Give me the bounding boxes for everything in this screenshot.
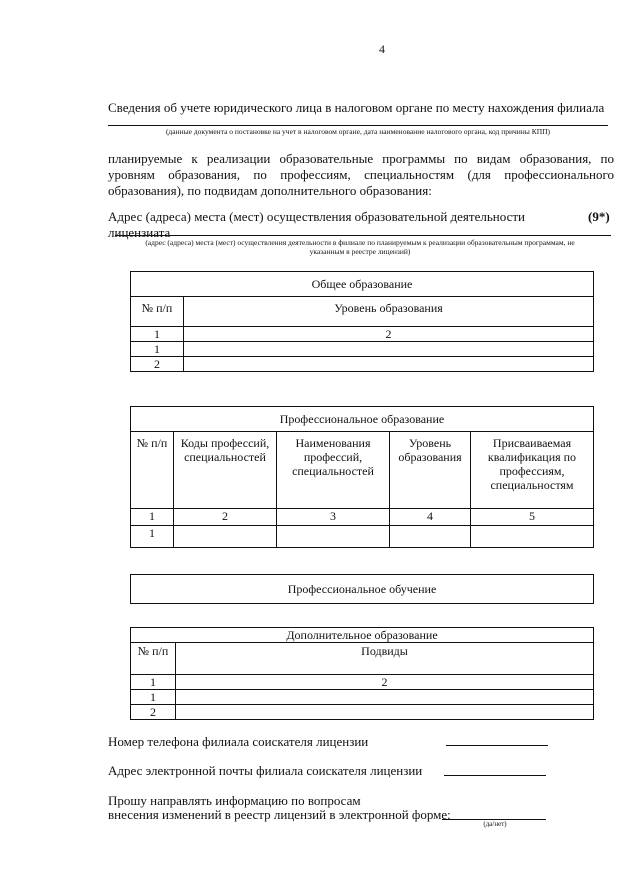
general-row-level-input[interactable] — [184, 357, 594, 372]
professional-education-title: Профессиональное образование — [131, 407, 594, 432]
address-label: Адрес (адреса) места (мест) осуществления образовательной деятельности лицензиата — [108, 209, 525, 240]
additional-row-subtype-input[interactable] — [176, 690, 594, 705]
tax-section-fill-line[interactable] — [108, 125, 608, 126]
general-education-title: Общее образование — [131, 272, 594, 297]
general-header-level: Уровень образования — [184, 297, 594, 327]
additional-education-title: Дополнительное образование — [131, 628, 594, 643]
address-note: (адрес (адреса) места (мест) осуществления деятельности в филиале по планируемым к реализации образовательным программам, не указанным в реестре лицензий) — [145, 238, 575, 256]
professional-row-codes-input[interactable] — [174, 526, 277, 548]
general-number-cell: 1 — [131, 327, 184, 342]
additional-row-subtype-input[interactable] — [176, 705, 594, 720]
professional-row-names-input[interactable] — [277, 526, 390, 548]
professional-training-title: Профессиональное обучение — [131, 575, 594, 604]
general-number-cell: 2 — [184, 327, 594, 342]
professional-header-names: Наименования профессий, специальностей — [277, 432, 390, 509]
programs-paragraph: планируемые к реализации образовательные программы по видам образования, по уровням образования, по профессиям, специальностям (для профессионального образования), по подвидам дополнительного образования: — [108, 151, 614, 198]
phone-label: Номер телефона филиала соискателя лицензии — [108, 734, 369, 749]
general-row-number: 1 — [131, 342, 184, 357]
professional-row-level-input[interactable] — [390, 526, 471, 548]
general-row-level-input[interactable] — [184, 342, 594, 357]
additional-row-number: 2 — [131, 705, 176, 720]
tax-section-note: (данные документа о постановке на учет в налоговом органе, дата наименование налогового органа, код причины КПП) — [165, 127, 551, 136]
professional-number-cell: 5 — [471, 509, 594, 526]
professional-header-level: Уровень образования — [390, 432, 471, 509]
request-line-1: Прошу направлять информацию по вопросам — [108, 793, 361, 808]
professional-training-table — [130, 574, 594, 604]
address-fill-line[interactable] — [115, 235, 611, 236]
professional-row-number: 1 — [131, 526, 174, 548]
professional-number-cell: 3 — [277, 509, 390, 526]
additional-header-subtypes: Подвиды — [176, 643, 594, 675]
professional-number-cell: 2 — [174, 509, 277, 526]
additional-number-cell: 1 — [131, 675, 176, 690]
email-label: Адрес электронной почты филиала соискателя лицензии — [108, 763, 423, 778]
additional-row-number: 1 — [131, 690, 176, 705]
yes-no-note: (да/нет) — [483, 820, 507, 828]
additional-number-cell: 2 — [176, 675, 594, 690]
phone-field[interactable] — [446, 745, 548, 746]
address-footnote: (9*) — [588, 209, 610, 224]
general-row-number: 2 — [131, 357, 184, 372]
page-number: 4 — [379, 42, 385, 56]
additional-education-table — [130, 627, 594, 720]
general-education-table — [130, 271, 594, 372]
professional-row-qualification-input[interactable] — [471, 526, 594, 548]
professional-header-codes: Коды профессий, специальностей — [174, 432, 277, 509]
email-field[interactable] — [444, 775, 546, 776]
tax-section-title: Сведения об учете юридического лица в налоговом органе по месту нахождения филиала — [108, 100, 605, 115]
professional-education-table — [130, 406, 594, 548]
additional-header-number: № п/п — [131, 643, 176, 675]
professional-header-number: № п/п — [131, 432, 174, 509]
request-line-2: внесения изменений в реестр лицензий в электронной форме: — [108, 807, 451, 822]
professional-number-cell: 1 — [131, 509, 174, 526]
general-header-number: № п/п — [131, 297, 184, 327]
professional-number-cell: 4 — [390, 509, 471, 526]
professional-header-qualification: Присваиваемая квалификация по профессиям, специальностям — [471, 432, 594, 509]
